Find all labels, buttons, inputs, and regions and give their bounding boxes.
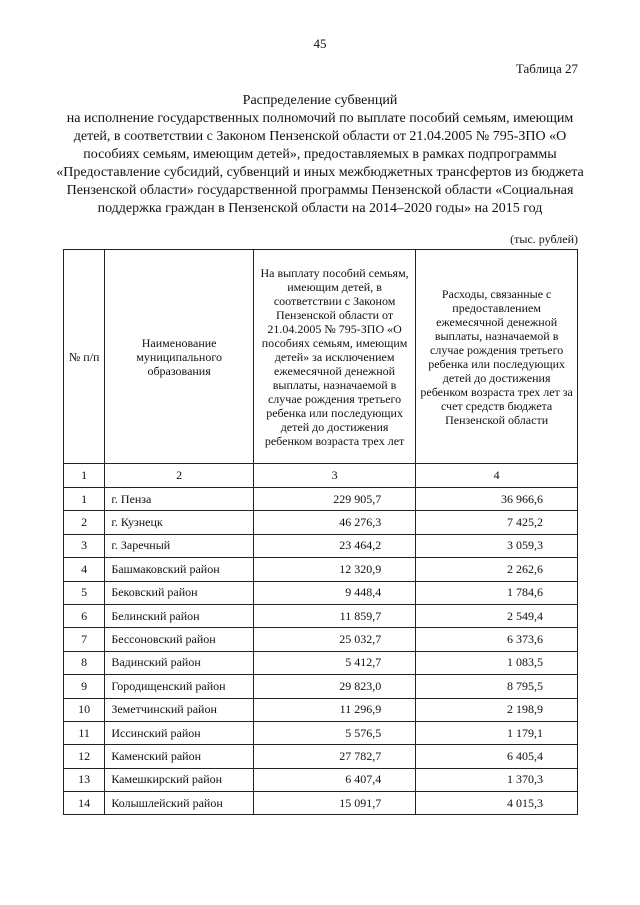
table-row [64,721,578,744]
title-body: на исполнение государственных полномочий по выплате пособий семьям, имеющим детей, в соответствии с Законом Пензенской области от 21.04.2005 № 795-ЗПО «О пособиях семьям, имеющим детей», предоставляемых в рамках подпрограммы «Предоставление субсидий, субвенций и иных межбюджетных трансфертов из бюджета Пензенской области» государственной программы Пензенской области «Социальная поддержка граждан в Пензенской области на 2014–2020 годы» на 2015 год [56,111,584,216]
row-number: 12 [64,745,105,768]
monthly-payment-amount: 3 059,3 [416,534,578,557]
document-title [48,92,592,218]
monthly-payment-amount: 1 370,3 [416,768,578,791]
row-number: 11 [64,721,105,744]
monthly-payment-amount: 1 784,6 [416,581,578,604]
row-number: 8 [64,651,105,674]
table-label: Таблица 27 [515,61,578,76]
benefits-amount: 27 782,7 [253,745,415,768]
municipality-name: Башмаковский район [105,558,254,581]
table-row [64,581,578,604]
benefits-amount: 9 448,4 [253,581,415,604]
row-number: 6 [64,604,105,627]
subvention-table [63,249,578,815]
table-row [64,651,578,674]
column-number: 4 [416,464,578,488]
row-number: 4 [64,558,105,581]
municipality-name: Колышлейский район [105,792,254,815]
monthly-payment-amount: 1 179,1 [416,721,578,744]
municipality-name: Земетчинский район [105,698,254,721]
monthly-payment-amount: 7 425,2 [416,511,578,534]
monthly-payment-amount: 1 083,5 [416,651,578,674]
table-row [64,768,578,791]
municipality-name: Бессоновский район [105,628,254,651]
municipality-name: г. Кузнецк [105,511,254,534]
table-row [64,558,578,581]
column-number: 2 [105,464,254,488]
municipality-name: Иссинский район [105,721,254,744]
table-row [64,675,578,698]
benefits-amount: 6 407,4 [253,768,415,791]
row-number: 3 [64,534,105,557]
municipality-name: Бековский район [105,581,254,604]
row-number: 14 [64,792,105,815]
monthly-payment-amount: 6 405,4 [416,745,578,768]
benefits-amount: 23 464,2 [253,534,415,557]
monthly-payment-amount: 2 198,9 [416,698,578,721]
header-monthly-payment: Расходы, связанные с предоставлением ежемесячной денежной выплаты, назначаемой в случае рождения третьего ребенка или последующих детей до достижения ребенком возраста трех лет за счет средств бюджета Пензенской области [416,250,578,464]
table-row [64,511,578,534]
table-row [64,792,578,815]
header-municipality: Наименование муниципального образования [105,250,254,464]
benefits-amount: 11 296,9 [253,698,415,721]
header-number: № п/п [64,250,105,464]
row-number: 13 [64,768,105,791]
monthly-payment-amount: 36 966,6 [416,488,578,511]
page-number: 45 [313,36,327,51]
benefits-amount: 5 576,5 [253,721,415,744]
benefits-amount: 29 823,0 [253,675,415,698]
benefits-amount: 11 859,7 [253,604,415,627]
municipality-name: Белинский район [105,604,254,627]
benefits-amount: 15 091,7 [253,792,415,815]
benefits-amount: 12 320,9 [253,558,415,581]
municipality-name: Камешкирский район [105,768,254,791]
municipality-name: Вадинский район [105,651,254,674]
municipality-name: Каменский район [105,745,254,768]
monthly-payment-amount: 2 262,6 [416,558,578,581]
column-number: 3 [253,464,415,488]
monthly-payment-amount: 2 549,4 [416,604,578,627]
benefits-amount: 25 032,7 [253,628,415,651]
municipality-name: Городищенский район [105,675,254,698]
table-header-row [64,250,578,464]
monthly-payment-amount: 8 795,5 [416,675,578,698]
row-number: 1 [64,488,105,511]
table-row [64,628,578,651]
table-row [64,698,578,721]
column-number: 1 [64,464,105,488]
monthly-payment-amount: 6 373,6 [416,628,578,651]
row-number: 7 [64,628,105,651]
header-benefits: На выплату пособий семьям, имеющим детей, в соответствии с Законом Пензенской области от 21.04.2005 № 795-ЗПО «О пособиях семьям, имеющим детей» за исключением ежемесячной денежной выплаты, назначаемой в случае рождения третьего ребенка или последующих детей до достижения ребенком возраста трех лет [253,250,415,464]
benefits-amount: 5 412,7 [253,651,415,674]
table-row [64,604,578,627]
row-number: 9 [64,675,105,698]
monthly-payment-amount: 4 015,3 [416,792,578,815]
table-row [64,488,578,511]
title-heading: Распределение субвенций [242,93,398,108]
table-row [64,745,578,768]
row-number: 5 [64,581,105,604]
row-number: 2 [64,511,105,534]
column-number-row [64,464,578,488]
benefits-amount: 46 276,3 [253,511,415,534]
municipality-name: г. Заречный [105,534,254,557]
municipality-name: г. Пенза [105,488,254,511]
table-body [64,488,578,815]
units-label: (тыс. рублей) [510,232,578,246]
benefits-amount: 229 905,7 [253,488,415,511]
row-number: 10 [64,698,105,721]
table-row [64,534,578,557]
